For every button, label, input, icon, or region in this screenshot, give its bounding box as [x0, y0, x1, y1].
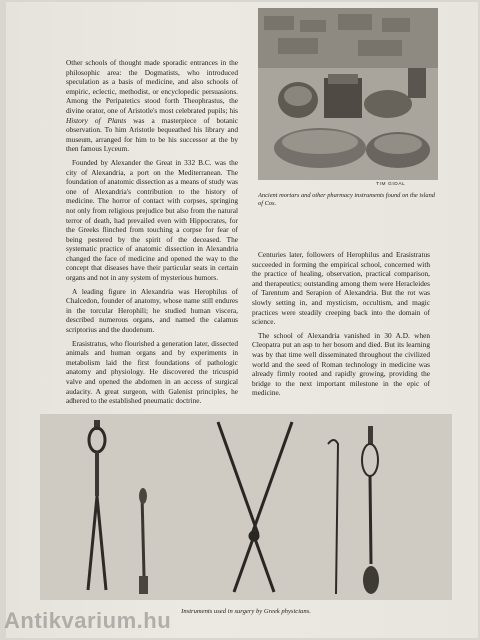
paragraph: A leading figure in Alexandria was Herophilus of Chalcedon, founder of anatomy, whose name still endures in the torcular Herophili; he studied human viscera, described numerous organs, and named the calamus scriptorius and the duodenum. [66, 286, 238, 335]
surgical-instruments-photo [40, 414, 452, 600]
bottom-photo-caption: Instruments used in surgery by Greek physicians. [181, 608, 311, 615]
mortars-illustration [258, 8, 438, 180]
paragraph: The school of Alexandria vanished in 30 A.D. when Cleopatra put an asp to her bosom and died. But its learning was by that time well disseminated throughout the civilized world and the seed of Roman technology in medicine was already firmly rooted and rapidly growing, providing the bridge to the next important milestone in the epic of medicine. [252, 330, 430, 398]
top-photo-caption: Ancient mortars and other pharmacy instruments found on the island of Cos. [258, 192, 435, 207]
mortars-photo [258, 8, 438, 180]
right-text-column [252, 250, 430, 402]
text-run: Other schools of thought made sporadic entrances in the philosophic area: the Dogmatists, who introduced speculation as a basis of medicine, and also schools of empiric, eclectic, methodist, or encyclopedic persuasions. Among the Peripatetics stood forth Theophrastus, the divine orator, one of Aristotle's most celebrated pupils; his [66, 58, 238, 115]
photo-credit: TIM GIDAL [376, 182, 406, 187]
paragraph: Founded by Alexander the Great in 332 B.C. was the city of Alexandria, a port on the Mediterranean. The foundation of anatomic dissection as a means of study was one of Alexandria's contribution to the history of medicine. The horror of contact with corpses, springing not only from religious prejudice but also from the natural terror of death, had prevailed even with Hippocrates, for the Greeks flinched from touching a corpse for fear of being pestered by the spirit of the deceased. The systematic practice of anatomic dissection in Alexandria changed the face of medicine and opened the way to the concept that diseases have their particular seats in certain organs and not in any system of mysterious humors. [66, 157, 238, 283]
paragraph [66, 58, 238, 154]
book-page [6, 2, 478, 638]
text-run: was a masterpiece of botanic observation. To him Aristotle bequeathed his library and museum, arranged for him to be his successor at the by then famous Lyceum. [66, 115, 239, 154]
book-title: History of Plants [66, 115, 127, 125]
watermark-text: Antikvarium.hu [4, 608, 172, 633]
left-text-column [66, 58, 238, 410]
paragraph: Centuries later, followers of Herophilus and Erasistratus succeeded in forming the empirical school, concerned with the practice of healing, observation, practical comparison, and therapeutics; outstanding among them were Heracleides of Tarentum and Serapion of Alexandria. But the rot was slowly setting in, and mysticism, occultism, and magic practices were steadily creeping back into the domain of science. [252, 250, 430, 327]
instruments-illustration [40, 414, 452, 600]
paragraph: Erasistratus, who flourished a generation later, dissected animals and human organs and by experiments in metabolism laid the first foundations of pathologic anatomy and physiology. He discovered the tricuspid valve and opened the abdomen in an access of surgical audacity. A great surgeon, with Galenist principles, he adhered to the established pneumatic doctrine. [66, 338, 238, 406]
